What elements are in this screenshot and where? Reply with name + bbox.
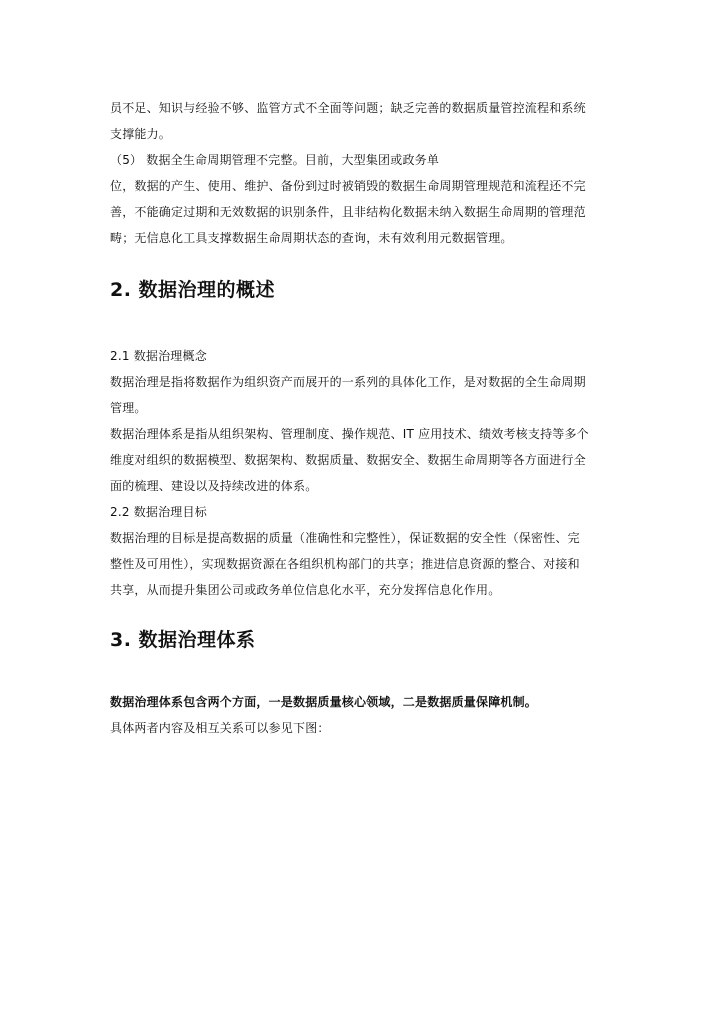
bold-summary-line: 数据治理体系包含两个方面，一是数据质量核心领域，二是数据质量保障机制。 <box>110 695 538 709</box>
document-content <box>110 95 615 741</box>
subsection-title-concept: 2.1 数据治理概念 <box>110 349 207 363</box>
text-line: 具体两者内容及相互关系可以参见下图： <box>110 721 330 735</box>
section-overview <box>110 343 615 603</box>
text-line: 共享，从而提升集团公司或政务单位信息化水平，充分发挥信息化作用。 <box>110 583 501 597</box>
text-line: 面的梳理、建设以及持续改进的体系。 <box>110 479 318 493</box>
intro-paragraph <box>110 95 615 251</box>
section-heading-overview: 2. 数据治理的概述 <box>110 279 276 301</box>
text-line: 位，数据的产生、使用、维护、备份到过时被销毁的数据生命周期管理规范和流程还不完 <box>110 179 586 193</box>
text-line: 畴；无信息化工具支撑数据生命周期状态的查询，未有效利用元数据管理。 <box>110 231 513 245</box>
text-line: 管理。 <box>110 401 147 415</box>
text-line: 数据治理是指将数据作为组织资产而展开的一系列的具体化工作，是对数据的全生命周期 <box>110 375 586 389</box>
text-line: （5） 数据全生命周期管理不完整。目前，大型集团或政务单 <box>110 153 440 167</box>
section-system <box>110 689 615 741</box>
text-line: 员不足、知识与经验不够、监管方式不全面等问题；缺乏完善的数据质量管控流程和系统 <box>110 101 586 115</box>
text-line: 支撑能力。 <box>110 127 172 141</box>
text-line: 数据治理体系是指从组织架构、管理制度、操作规范、IT 应用技术、绩效考核支持等多个 <box>110 427 589 441</box>
text-line: 数据治理的目标是提高数据的质量（准确性和完整性），保证数据的安全性（保密性、完 <box>110 531 580 545</box>
text-line: 整性及可用性），实现数据资源在各组织机构部门的共享；推进信息资源的整合、对接和 <box>110 557 580 571</box>
subsection-title-goal: 2.2 数据治理目标 <box>110 505 207 519</box>
section-heading-system: 3. 数据治理体系 <box>110 629 256 651</box>
text-line: 维度对组织的数据模型、数据架构、数据质量、数据安全、数据生命周期等各方面进行全 <box>110 453 586 467</box>
text-line: 善，不能确定过期和无效数据的识别条件，且非结构化数据未纳入数据生命周期的管理范 <box>110 205 586 219</box>
